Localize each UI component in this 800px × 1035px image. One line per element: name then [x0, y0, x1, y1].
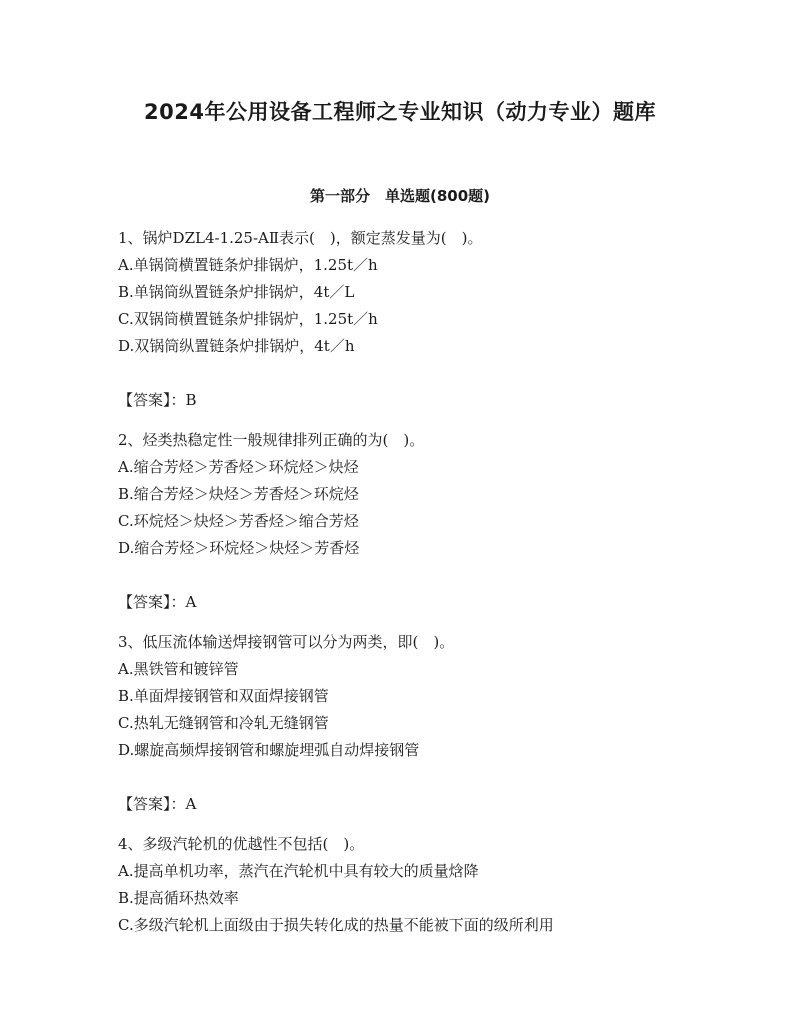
answer-option: D.螺旋高频焊接钢管和螺旋埋弧自动焊接钢管 — [118, 741, 420, 759]
answer-value: A — [185, 795, 197, 813]
answer-option: A.提高单机功率，蒸汽在汽轮机中具有较大的质量焓降 — [118, 862, 479, 880]
question-block — [118, 629, 738, 831]
question-stem: 3、低压流体输送焊接钢管可以分为两类，即( )。 — [118, 633, 455, 651]
answer-option: C.双锅筒横置链条炉排锅炉，1.25t／h — [118, 310, 378, 328]
answer-option: A.黑铁管和镀锌管 — [118, 660, 239, 678]
answer-option: D.双锅筒纵置链条炉排锅炉，4t／h — [118, 337, 355, 355]
answer-line — [118, 791, 738, 818]
answer-value: B — [185, 391, 197, 409]
question-list — [118, 225, 738, 939]
answer-label: 【答案】： — [118, 391, 186, 409]
section-title: 第一部分 单选题(800题) — [309, 187, 491, 205]
question-stem: 2、烃类热稳定性一般规律排列正确的为( )。 — [118, 431, 425, 449]
answer-option: A.单锅筒横置链条炉排锅炉，1.25t／h — [118, 256, 378, 274]
answer-option: C.多级汽轮机上面级由于损失转化成的热量不能被下面的级所利用 — [118, 916, 554, 934]
document-title: 2024年公用设备工程师之专业知识（动力专业）题库 — [144, 100, 656, 124]
question-stem: 1、锅炉DZL4-1.25-AⅡ表示( )，额定蒸发量为( )。 — [118, 229, 483, 247]
answer-line — [118, 589, 738, 616]
answer-option: B.提高循环热效率 — [118, 889, 239, 907]
answer-option: D.缩合芳烃＞环烷烃＞炔烃＞芳香烃 — [118, 539, 360, 557]
answer-option: C.环烷烃＞炔烃＞芳香烃＞缩合芳烃 — [118, 512, 359, 530]
answer-label: 【答案】： — [118, 593, 186, 611]
answer-option: B.单锅筒纵置链条炉排锅炉，4t／L — [118, 283, 355, 301]
answer-option: A.缩合芳烃＞芳香烃＞环烷烃＞炔烃 — [118, 458, 359, 476]
answer-line — [118, 387, 738, 414]
answer-option: C.热轧无缝钢管和冷轧无缝钢管 — [118, 714, 329, 732]
answer-option: B.缩合芳烃＞炔烃＞芳香烃＞环烷烃 — [118, 485, 359, 503]
question-block — [118, 225, 738, 427]
question-block — [118, 831, 738, 939]
answer-label: 【答案】： — [118, 795, 186, 813]
question-stem: 4、多级汽轮机的优越性不包括( )。 — [118, 835, 365, 853]
answer-option: B.单面焊接钢管和双面焊接钢管 — [118, 687, 329, 705]
answer-value: A — [185, 593, 197, 611]
question-block — [118, 427, 738, 629]
